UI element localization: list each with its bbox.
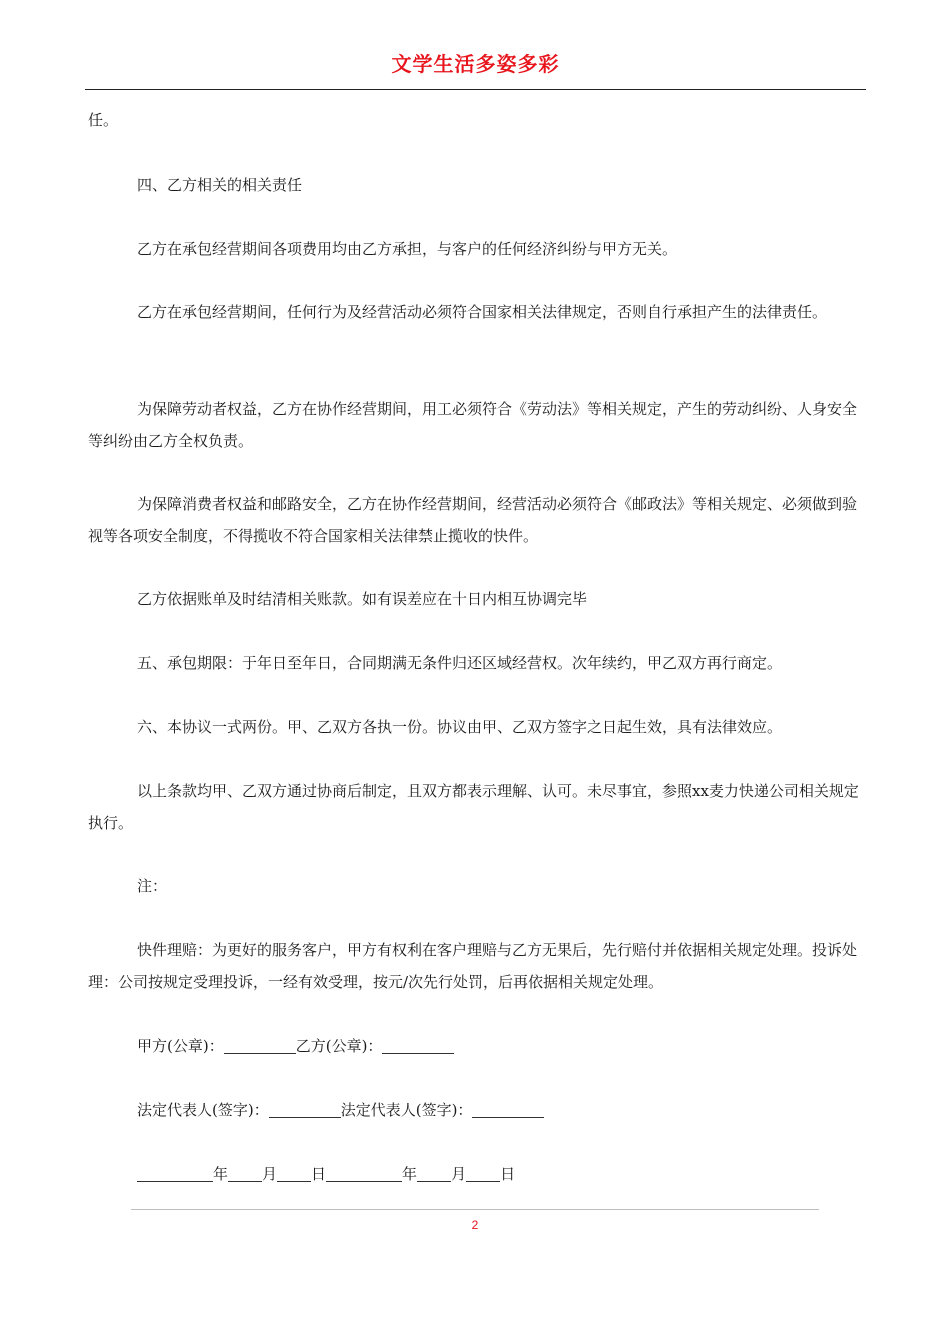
party-b-label: 乙方(公章)： [295,1037,383,1055]
day-label: 日 [500,1165,516,1183]
year-label: 年 [402,1165,418,1183]
date-a-year-blank[interactable] [137,1165,213,1182]
note-heading: 注： [137,877,168,895]
section-heading-4: 四、乙方相关的相关责任 [137,176,303,194]
paragraph: 乙方依据账单及时结清相关账款。如有误差应在十日内相互协调完毕 [137,590,588,608]
rep-b-label: 法定代表人(签字)： [340,1101,473,1119]
paragraph: 乙方在承包经营期间，任何行为及经营活动必须符合国家相关法律规定，否则自行承担产生的法律责任。 [137,303,828,321]
party-a-label: 甲方(公章)： [137,1037,224,1055]
month-label: 月 [262,1165,278,1183]
date-b-year-blank[interactable] [326,1165,402,1182]
page-title: 文学生活多姿多彩 [391,52,560,76]
party-seal-line [137,1030,454,1062]
year-label: 年 [213,1165,229,1183]
date-a-day-blank[interactable] [277,1165,311,1182]
date-b-month-blank[interactable] [417,1165,451,1182]
header-divider [85,89,866,90]
party-a-seal-blank[interactable] [224,1037,296,1054]
paragraph: 乙方在承包经营期间各项费用均由乙方承担，与客户的任何经济纠纷与甲方无关。 [137,240,678,258]
page-number: 2 [471,1218,479,1232]
paragraph: 为保障劳动者权益，乙方在协作经营期间，用工必须符合《劳动法》等相关规定，产生的劳动纠纷、人身安全等纠纷由乙方全权负责。 [88,400,858,450]
day-label: 日 [311,1165,327,1183]
paragraph: 快件理赔：为更好的服务客户，甲方有权利在客户理赔与乙方无果后，先行赔付并依据相关规定处理。投诉处理：公司按规定受理投诉，一经有效受理，按元/次先行处罚，后再依据相关规定处理。 [88,941,858,991]
party-b-seal-blank[interactable] [382,1037,454,1054]
date-line [137,1158,515,1190]
footer-divider [131,1209,819,1210]
paragraph: 为保障消费者权益和邮路安全，乙方在协作经营期间，经营活动必须符合《邮政法》等相关规定、必须做到验视等各项安全制度，不得揽收不符合国家相关法律禁止揽收的快件。 [88,495,858,545]
date-b-day-blank[interactable] [466,1165,500,1182]
rep-b-signature-blank[interactable] [472,1101,544,1118]
rep-a-label: 法定代表人(签字)： [137,1101,269,1119]
paragraph: 以上条款均甲、乙双方通过协商后制定，且双方都表示理解、认可。未尽事宜，参照xx麦力快递公司相关规定执行。 [88,782,859,832]
section-heading-5: 五、承包期限：于年日至年日，合同期满无条件归还区域经营权。次年续约，甲乙双方再行商定。 [137,654,783,672]
month-label: 月 [451,1165,467,1183]
paragraph-continuation: 任。 [88,111,119,129]
rep-a-signature-blank[interactable] [269,1101,341,1118]
section-heading-6: 六、本协议一式两份。甲、乙双方各执一份。协议由甲、乙双方签字之日起生效，具有法律效应。 [137,718,783,736]
representative-signature-line [137,1094,544,1126]
date-a-month-blank[interactable] [228,1165,262,1182]
